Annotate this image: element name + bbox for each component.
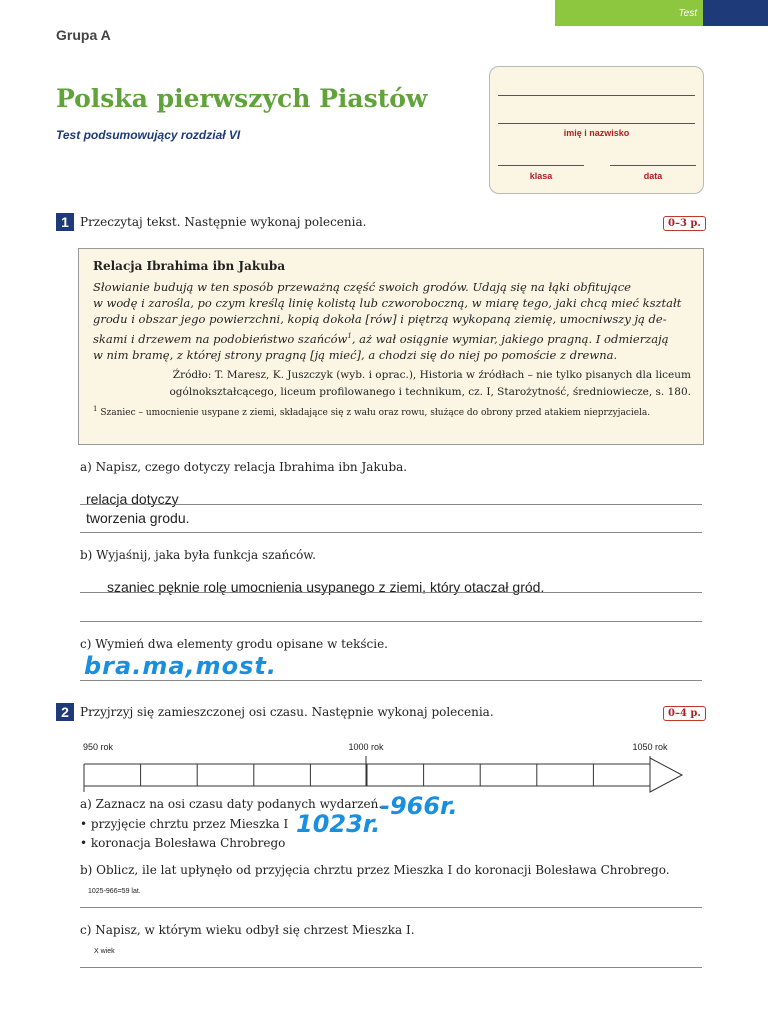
student-info-box [489, 66, 704, 194]
answer-line[interactable] [80, 907, 702, 908]
date-label: data [643, 171, 663, 181]
answer-2c: X wiek [94, 948, 115, 955]
citation-line: Źródło: T. Maresz, K. Juszczyk (wyb. i oprac.), Historia w źródłach – nie tylko pisanych dla liceum [172, 369, 691, 381]
footnote-ref: 1 [347, 331, 352, 340]
task2-points-badge: 0–4 p. [663, 706, 706, 721]
name-line-2[interactable] [498, 123, 695, 124]
event-item-1: • przyjęcie chrztu przez Mieszka I [80, 817, 289, 831]
answer-line[interactable] [80, 680, 702, 681]
answer-2b: 1025-966=59 lat. [88, 888, 141, 895]
handwritten-date-1023: 1023r. [296, 810, 381, 838]
name-line-1[interactable] [498, 95, 695, 96]
answer-1b: szaniec pęknie rolę umocnienia usypanego z ziemi, który otaczał gród. [107, 579, 545, 595]
answer-line[interactable] [80, 592, 702, 593]
task2-question-b: b) Oblicz, ile lat upłynęło od przyjęcia chrztu przez Mieszka I do koronacji Bolesława Chrobrego. [80, 863, 670, 877]
task2-instruction: Przyjrzyj się zamieszczonej osi czasu. Następnie wykonaj polecenia. [80, 705, 494, 719]
timeline-label-mid: 1000 rok [348, 742, 384, 752]
footnote-text: Szaniec – umocnienie usypane z ziemi, składające się z wału oraz rowu, służące do obrony przed atakiem nieprzyjaciela. [100, 408, 651, 418]
timeline-label-end: 1050 rok [632, 742, 668, 752]
footnote [93, 405, 650, 418]
answer-line[interactable] [80, 621, 702, 622]
class-line[interactable] [498, 165, 584, 166]
event-item-2: • koronacja Bolesława Chrobrego [80, 836, 286, 850]
test-tag: Test [678, 8, 697, 19]
source-line [93, 328, 693, 347]
source-text-box [78, 248, 704, 445]
task-number-1: 1 [56, 213, 74, 231]
source-title: Relacja Ibrahima ibn Jakuba [93, 259, 286, 273]
task-number-2: 2 [56, 703, 74, 721]
handwritten-date-966: -966r. [380, 792, 458, 820]
source-line-part: skami i drzewem na podobieństwo szańców [93, 331, 348, 346]
answer-line[interactable] [80, 504, 702, 505]
source-body [93, 279, 693, 363]
source-line: w nim bramę, z której strony pragną [ją mieć], a chodzi się do niej po pomoście z drewna. [93, 347, 618, 362]
answer-line[interactable] [80, 532, 702, 533]
task1-points-badge: 0–3 p. [663, 216, 706, 231]
date-line[interactable] [610, 165, 696, 166]
source-line-part: , aż wał osiągnie wymiar, jakiego pragną. I odmierzają [351, 331, 669, 346]
task2-question-a: a) Zaznacz na osi czasu daty podanych wydarzeń. [80, 797, 383, 811]
timeline-arrow-head [650, 758, 682, 792]
class-label: klasa [529, 171, 553, 181]
page-title: Polska pierwszych Piastów [56, 84, 428, 113]
name-label: imię i nazwisko [563, 128, 630, 138]
task1-question-c: c) Wymień dwa elementy grodu opisane w tekście. [80, 637, 388, 651]
answer-1a-line2: tworzenia grodu. [86, 510, 190, 526]
timeline-label-start: 950 rok [82, 742, 114, 752]
answer-line[interactable] [80, 967, 702, 968]
group-label: Grupa A [56, 27, 111, 43]
source-line: Słowianie budują w ten sposób przeważną część swoich grodów. Udają się na łąki obfitujące [93, 280, 631, 294]
source-line: w wodę i zarośla, po czym kreślą linię kolistą lub czworoboczną, w miarę tego, jaki chcą mieć kształt [93, 296, 682, 311]
header-green-bar [555, 0, 703, 26]
answer-1c-handwritten: bra.ma,most. [84, 652, 278, 680]
citation-line: ogólnokształcącego, liceum profilowanego i technikum, cz. I, Starożytność, średniowiecze, s. 180. [169, 386, 691, 398]
timeline-segments [84, 756, 682, 792]
task1-instruction: Przeczytaj tekst. Następnie wykonaj polecenia. [80, 215, 367, 229]
source-citation [111, 367, 691, 401]
timeline-axis[interactable] [70, 752, 690, 796]
answer-1a-line1: relacja dotyczy [86, 491, 179, 507]
task1-question-b: b) Wyjaśnij, jaka była funkcja szańców. [80, 548, 316, 562]
footnote-number: 1 [93, 405, 98, 413]
task2-question-c: c) Napisz, w którym wieku odbył się chrzest Mieszka I. [80, 923, 415, 937]
task1-question-a: a) Napisz, czego dotyczy relacja Ibrahima ibn Jakuba. [80, 460, 408, 474]
header-navy-bar [703, 0, 768, 26]
source-line: grodu i obszar jego powierzchni, kopią dokoła [rów] i piętrzą wykopaną ziemię, umocniwszy ją de- [93, 312, 667, 327]
page-subtitle: Test podsumowujący rozdział VI [56, 128, 241, 142]
